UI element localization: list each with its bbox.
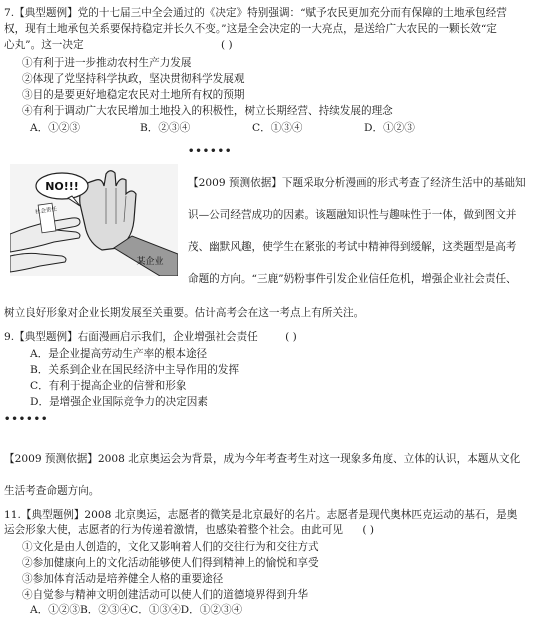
company-label: 某企业	[136, 257, 164, 267]
q11-stem-line-1: 11.【典型题例】2008 北京奥运，志愿者的微笑是北京最好的名片。志愿者是现代奥林匹克运动的基石，是奥	[4, 509, 518, 521]
q7-stem-text: 心丸”。这一决定	[4, 39, 84, 51]
q7-choice-b: B．②③④	[140, 122, 191, 134]
cartoon-image	[10, 164, 178, 276]
q11-option-4: ④自觉参与精神文明创建活动可以使人们的道德境界得到升华	[22, 589, 309, 601]
pred1-line-2: 识—公司经营成功的因素。该题融知识性与趣味性于一体，做到图文并	[188, 209, 517, 221]
pred1-line-5: 树立良好形象对企业长期发展至关重要。估计高考会在这一考点上有所关注。	[4, 307, 365, 319]
q7-answer-bracket: ( )	[220, 39, 233, 51]
separator-dots-2: ••••••	[4, 414, 49, 425]
separator-dots: ••••••	[188, 146, 233, 157]
pred1-line-1: 【2009 预测依据】下题采取分析漫画的形式考查了经济生活中的基础知	[188, 177, 526, 189]
q9-stem	[4, 330, 297, 344]
q11-stem-line-2	[4, 523, 374, 537]
q7-choices	[30, 121, 415, 135]
q11-option-1: ①文化是由人创造的，文化又影响着人们的交往行为和交往方式	[22, 541, 319, 553]
q7-stem-line-2: 权，现有土地承包关系要保持稳定并长久不变。”这是全会决定的一大亮点，是送给广大农民的一颗长效“定	[4, 23, 497, 35]
q9-stem-text: 9.【典型题例】右面漫画启示我们，企业增强社会责任	[4, 331, 258, 343]
q9-answer-bracket: ( )	[285, 331, 297, 343]
pred2-line-1: 【2009 预测依据】2008 北京奥运会为背景，成为今年考查考生对这一现象多角度、立体的认识，本题从文化	[4, 453, 521, 465]
q9-option-c: C．有利于提高企业的信誉和形象	[30, 380, 187, 392]
q7-choice-a: A．①②③	[30, 122, 81, 134]
pred1-line-3: 茂、幽默风趣，使学生在紧张的考试中精神得到缓解，这类题型是高考	[188, 241, 517, 253]
q7-stem-line-3	[4, 38, 233, 52]
q7-choice-c: C．①③④	[252, 122, 303, 134]
speech-bubble-text: NO!!!	[45, 180, 79, 193]
q9-option-a: A．是企业提高劳动生产率的根本途径	[30, 348, 208, 360]
q9-option-d: D．是增强企业国际竞争力的决定因素	[30, 396, 208, 408]
q11-option-2: ②参加健康向上的文化活动能够使人们得到精神上的愉悦和享受	[22, 557, 319, 569]
q7-choice-d: D．①②③	[364, 122, 415, 134]
q7-option-2: ②体现了党坚持科学执政，坚决贯彻科学发展观	[22, 73, 245, 85]
q7-option-4: ④有利于调动广大农民增加土地投入的积极性，树立长期经营、持续发展的理念	[22, 105, 393, 117]
q7-option-1: ①有利于进一步推动农村生产力发展	[22, 57, 192, 69]
q11-option-3: ③参加体育活动是培养健全人格的重要途径	[22, 573, 224, 585]
q11-choices: A．①②③B．②③④C．①③④D．①②③④	[30, 604, 243, 616]
pred2-line-2: 生活考查命题方向。	[4, 485, 100, 497]
cartoon-illustration	[10, 164, 178, 276]
sign-text: 社会责任	[34, 206, 58, 216]
q7-stem-line-1: 7.【典型题例】党的十七届三中全会通过的《决定》特别强调：“赋予农民更加充分而有保障的土地承包经营	[4, 7, 507, 19]
q11-answer-bracket: ( )	[362, 524, 375, 536]
q7-option-3: ③目的是要更好地稳定农民对土地所有权的预期	[22, 89, 245, 101]
q9-option-b: B．关系到企业在国民经济中主导作用的发挥	[30, 364, 240, 376]
q11-stem-text: 运会形象大使，志愿者的行为传递着激情，也感染着整个社会。由此可见	[4, 524, 343, 536]
pred1-line-4: 命题的方向。“三鹿”奶粉事件引发企业信任危机，增强企业社会责任、	[188, 273, 517, 285]
